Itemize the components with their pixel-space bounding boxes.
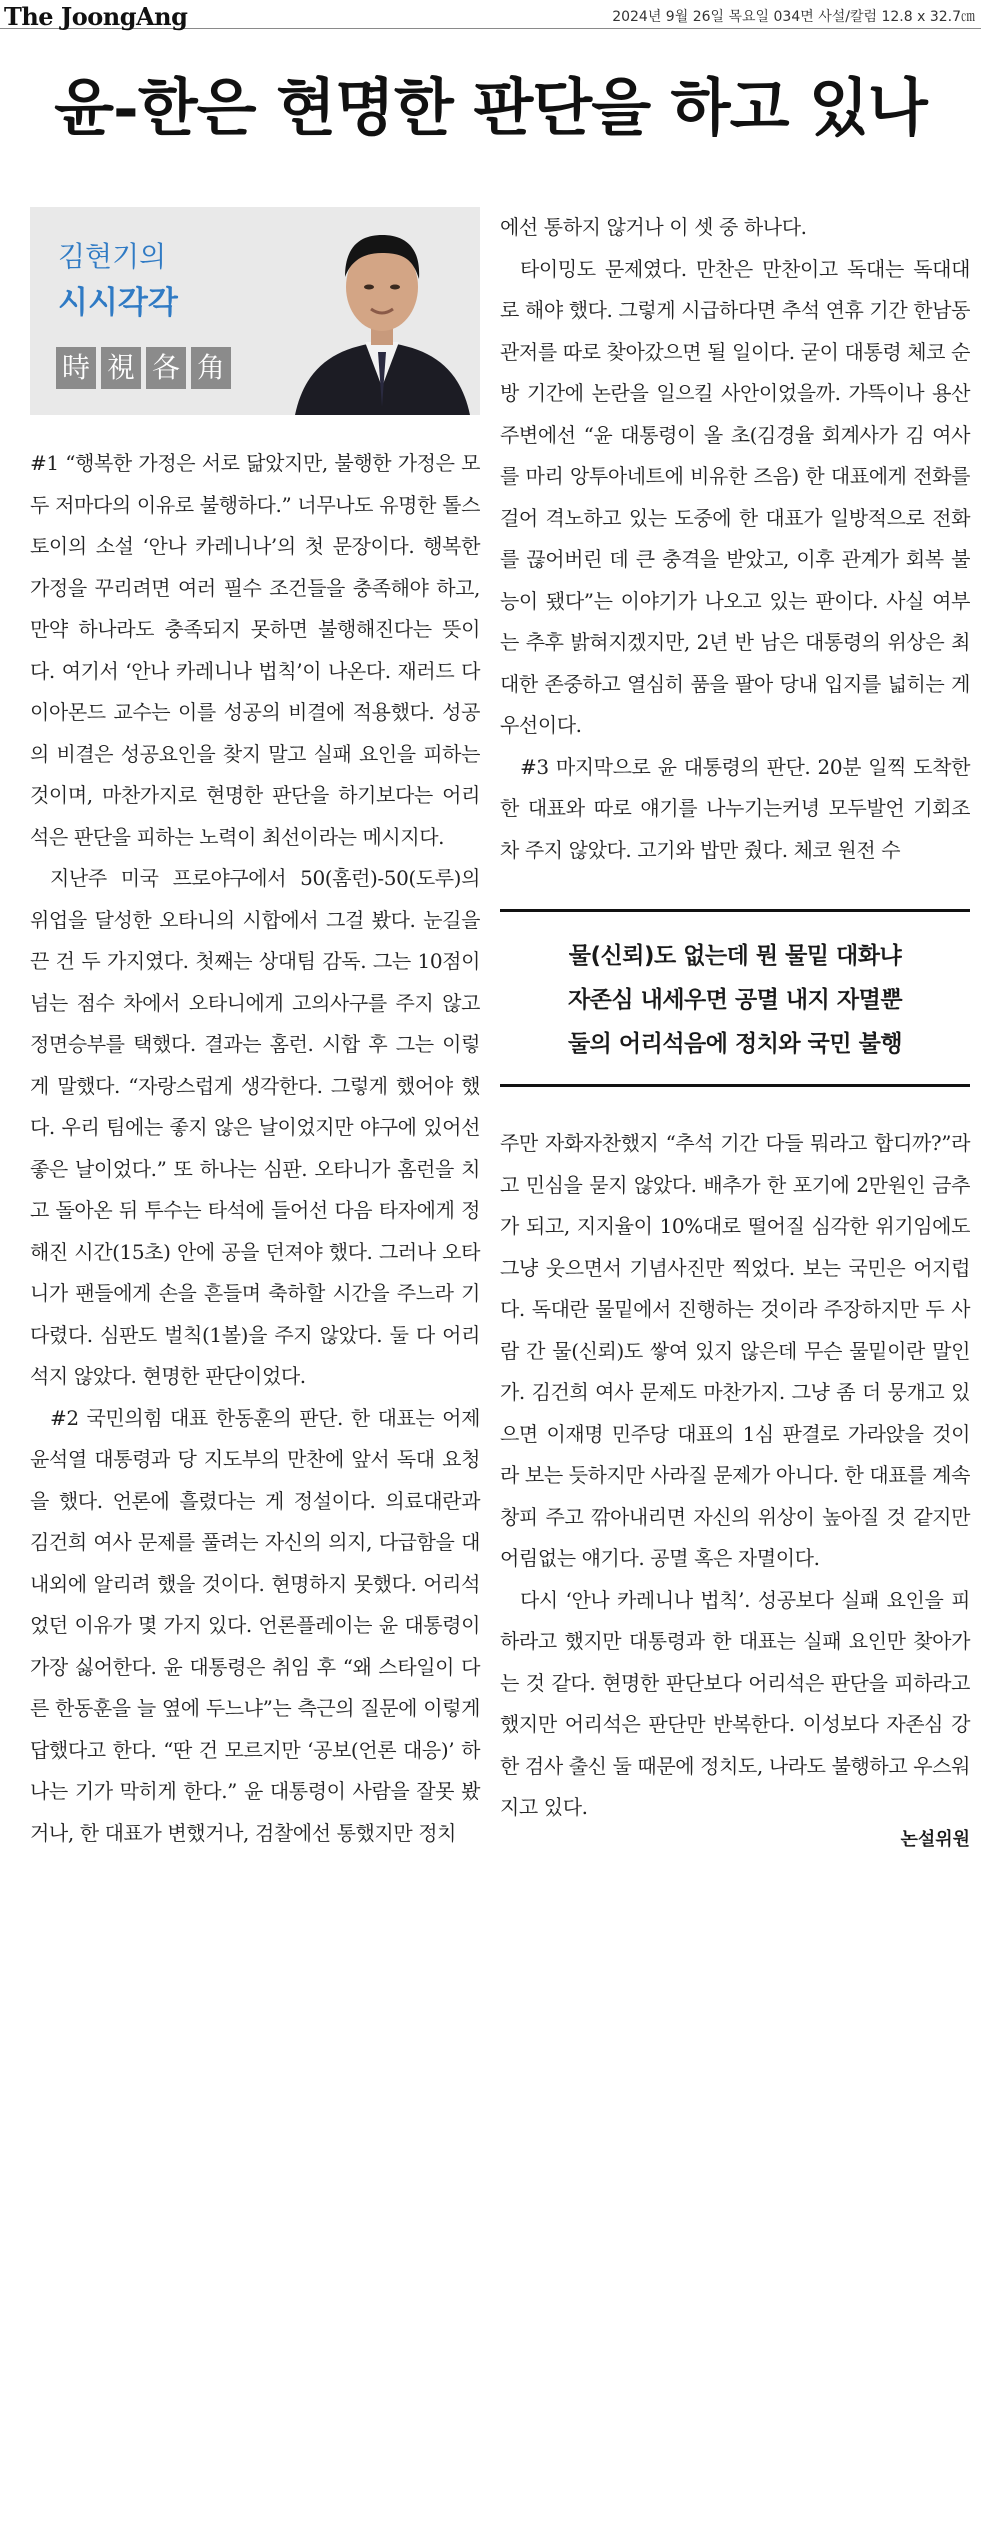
author-portrait (285, 207, 480, 415)
headline: 윤-한은 현명한 판단을 하고 있나 (54, 71, 927, 144)
paragraph: 에선 통하지 않거나 이 셋 중 하나다. (500, 215, 807, 239)
paragraph: #1 “행복한 가정은 서로 닮았지만, 불행한 가정은 모두 저마다의 이유로 불행하다.” 너무나도 유명한 톨스토이의 소설 ‘안나 카레니나’의 첫 문장이다. 행복한 가정을 꾸리려면 여러 필수 조건들을 충족해야 하고, 만약 하나라도 충족되지 못하면 불행해진다는 뜻이다. 여기서 ‘안나 카레니나 법칙’이 나온다. 재러드 다이아몬드 교수는 이를 성공의 비결에 적용했다. 성공의 비결은 성공요인을 찾지 말고 실패 요인을 피하는 것이며, 마찬가지로 현명한 판단을 하기보다는 어리석은 판단을 피하는 노력이 최선이라는 메시지다. (30, 451, 480, 849)
hanja-char: 時 (56, 347, 96, 389)
paragraph: 지난주 미국 프로야구에서 50(홈런)-50(도루)의 위업을 달성한 오타니의 시합에서 그걸 봤다. 눈길을 끈 건 두 가지였다. 첫째는 상대팀 감독. 그는 10점이 넘는 점수 차에서 오타니에게 고의사구를 주지 않고 정면승부를 택했다. 결과는 홈런. 시합 후 그는 이렇게 말했다. “자랑스럽게 생각한다. 그렇게 했어야 했다. 우리 팀에는 좋지 않은 날이었지만 야구에 있어선 좋은 날이었다.” 또 하나는 심판. 오타니가 홈런을 치고 돌아온 뒤 투수는 타석에 들어선 다음 타자에게 정해진 시간(15초) 안에 공을 던져야 했다. 그러나 오타니가 팬들에게 손을 흔들며 축하할 시간을 주느라 기다렸다. 심판도 벌칙(1볼)을 주지 않았다. 둘 다 어리석지 않았다. 현명한 판단이었다. (30, 866, 480, 1388)
newspaper-logo: The JoongAng (4, 2, 188, 31)
left-column (30, 207, 480, 1854)
pull-quote-line: 물(신뢰)도 없는데 뭔 물밑 대화냐 (568, 943, 902, 969)
pull-quote (500, 909, 970, 1087)
column-hanja (56, 347, 231, 389)
hanja-char: 視 (101, 347, 141, 389)
column-header-box (30, 207, 480, 415)
column-author: 김현기의 (58, 240, 167, 273)
paragraph: 주만 자화자찬했지 “추석 기간 다들 뭐라고 합디까?”라고 민심을 묻지 않았다. 배추가 한 포기에 2만원인 금추가 되고, 지지율이 10%대로 떨어질 심각한 위기임에도 그냥 웃으면서 기념사진만 찍었다. 보는 국민은 어지럽다. 독대란 물밑에서 진행하는 것이라 주장하지만 두 사람 간 물(신뢰)도 쌓여 있지 않은데 무슨 물밑이란 말인가. 김건희 여사 문제도 마찬가지. 그냥 좀 더 뭉개고 있으면 이재명 민주당 대표의 1심 판결로 가라앉을 것이라 보는 듯하지만 사라질 문제가 아니다. 한 대표를 계속 창피 주고 깎아내리면 자신의 위상이 높아질 것 같지만 어림없는 얘기다. 공멸 혹은 자멸이다. (500, 1131, 970, 1570)
pull-quote-line: 둘의 어리석음에 정치와 국민 불행 (567, 1031, 903, 1057)
masthead (0, 0, 981, 29)
paragraph: 타이밍도 문제였다. 만찬은 만찬이고 독대는 독대대로 해야 했다. 그렇게 시급하다면 추석 연휴 기간 한남동 관저를 따로 찾아갔으면 될 일이다. 굳이 대통령 체코 순방 기간에 논란을 일으킬 사안이었을까. 가뜩이나 용산 주변에선 “윤 대통령이 올 초(김경율 회계사가 김 여사를 마리 앙투아네트에 비유한 즈음) 한 대표에게 전화를 걸어 격노하고 있는 도중에 한 대표가 일방적으로 전화를 끊어버린 데 큰 충격을 받았고, 이후 관계가 회복 불능이 됐다”는 이야기가 나오고 있는 판이다. 사실 여부는 추후 밝혀지겠지만, 2년 반 남은 대통령의 위상은 최대한 존중하고 열심히 품을 팔아 당내 입지를 넓히는 게 우선이다. (500, 256, 970, 737)
hanja-char: 角 (191, 347, 231, 389)
byline: 논설위원 (900, 1828, 970, 1850)
pull-quote-line: 자존심 내세우면 공멸 내지 자멸뿐 (567, 987, 903, 1013)
dateline: 2024년 9월 26일 목요일 034면 사설/칼럼 12.8 x 32.7㎝ (612, 9, 975, 25)
hanja-char: 各 (146, 347, 186, 389)
paragraph: 다시 ‘안나 카레니나 법칙’. 성공보다 실패 요인을 피하라고 했지만 대통령과 한 대표는 실패 요인만 찾아가는 것 같다. 현명한 판단보다 어리석은 판단을 피하라고 했지만 어리석은 판단만 반복한다. 이성보다 자존심 강한 검사 출신 둘 때문에 정치도, 나라도 불행하고 우스워지고 있다. (500, 1587, 970, 1819)
right-column (500, 207, 970, 1851)
paragraph: #3 마지막으로 윤 대통령의 판단. 20분 일찍 도착한 한 대표와 따로 얘기를 나누기는커녕 모두발언 기회조차 주지 않았다. 고기와 밥만 줬다. 체코 원전 수 (500, 754, 970, 862)
paragraph: #2 국민의힘 대표 한동훈의 판단. 한 대표는 어제 윤석열 대통령과 당 지도부의 만찬에 앞서 독대 요청을 했다. 언론에 흘렸다는 게 정설이다. 의료대란과 김건희 여사 문제를 풀려는 자신의 의지, 다급함을 대내외에 알리려 했을 것이다. 현명하지 못했다. 어리석었던 이유가 몇 가지 있다. 언론플레이는 윤 대통령이 가장 싫어한다. 윤 대통령은 취임 후 “왜 스타일이 다른 한동훈을 늘 옆에 두느냐”는 측근의 질문에 이렇게 답했다고 한다. “딴 건 모르지만 ‘공보(언론 대응)’ 하나는 기가 막히게 한다.” 윤 대통령이 사람을 잘못 봤거나, 한 대표가 변했거나, 검찰에선 통했지만 정치 (30, 1405, 480, 1845)
column-title: 시시각각 (58, 285, 178, 321)
